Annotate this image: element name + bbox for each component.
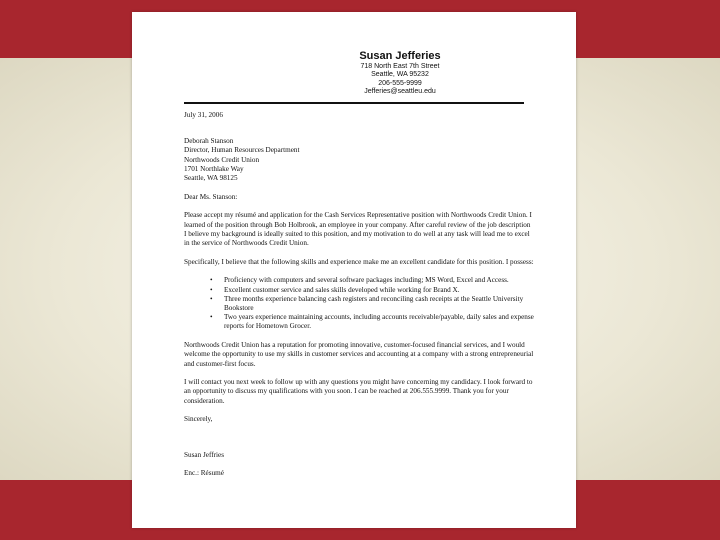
letterhead-divider	[184, 102, 524, 104]
letter-page	[132, 12, 576, 528]
closing: Sincerely,	[184, 415, 213, 424]
sender-street: 718 North East 7th Street	[360, 63, 440, 70]
list-item: • Three months experience balancing cash registers and reconciling cash receipts at the Seattle University Bookstore	[224, 295, 534, 313]
letterhead	[132, 50, 576, 97]
enclosure-note: Enc.: Résumé	[184, 469, 224, 478]
sender-name: Susan Jefferies	[359, 50, 441, 62]
paragraph-intro: Please accept my résumé and application for the Cash Services Representative position with Northwoods Credit Union. I learned of the position through Bob Holbrook, an employee in your company. After careful review of the job description I believe my background is ideally suited to this position, and my motivation to do well at any task will lead me to excel in the service of Northwoods Credit Union.	[184, 211, 532, 248]
recipient-name: Deborah Stanson	[184, 137, 234, 146]
salutation: Dear Ms. Stanson:	[184, 192, 238, 201]
list-item: • Two years experience maintaining accounts, including accounts receivable/payable, daily sales and expense reports for Hometown Grocer.	[224, 313, 534, 331]
letter-date: July 31, 2006	[184, 111, 223, 119]
recipient-title: Director, Human Resources Department	[184, 146, 300, 155]
paragraph-followup: I will contact you next week to follow up with any questions you might have concerning my candidacy. I look forward to an opportunity to discuss my qualifications with you soon. I can be reached at 206.555.9999. Thank you for your consideration.	[184, 378, 533, 405]
sender-phone: 206-555-9999	[378, 79, 422, 87]
sender-city: Seattle, WA 95232	[371, 71, 429, 79]
letter-body	[184, 111, 534, 478]
sender-email: Jefferies@seattleu.edu	[364, 88, 436, 96]
recipient-city: Seattle, WA 98125	[184, 174, 238, 183]
paragraph-company: Northwoods Credit Union has a reputation for promoting innovative, customer-focused financial services, and I would welcome the opportunity to use my skills in customer services and accounting at a company with a strong entrepreneurial and customer-first focus.	[184, 341, 534, 368]
list-item: • Proficiency with computers and several software packages including; MS Word, Excel and Access.	[224, 276, 534, 285]
paragraph-skills-intro: Specifically, I believe that the following skills and experience make me an excellent candidate for this position. I possess:	[184, 257, 534, 266]
list-item: • Excellent customer service and sales skills developed while working for Brand X.	[224, 286, 534, 295]
signature-name: Susan Jeffries	[184, 450, 224, 459]
recipient-company: Northwoods Credit Union	[184, 155, 260, 164]
skills-list	[184, 276, 534, 331]
recipient-street: 1701 Northlake Way	[184, 164, 244, 173]
